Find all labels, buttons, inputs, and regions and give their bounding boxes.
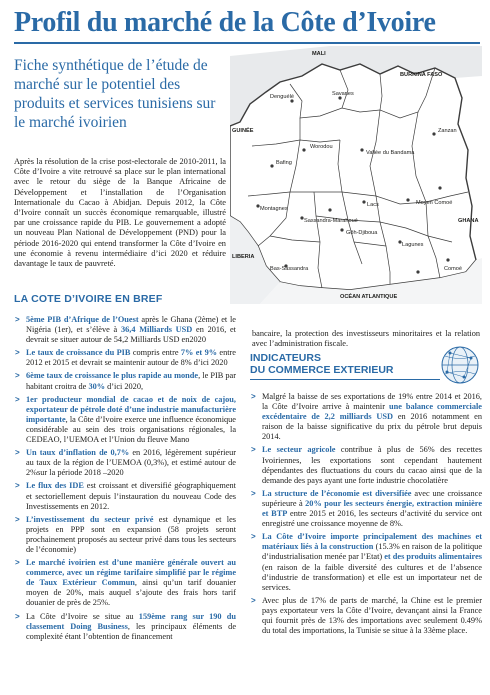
list-item: > La Côte d’Ivoire importe principalement des machines et matériaux liés à la construction (15.3% en raison de la politique d’industrialisation menée par l’Etat) et des produits alimentaires (en raison de la faible diversité des cultures et de l’absence d’industrie de transformation) et elle est un importateur net de services. [250,532,482,593]
label-goh: Gôh-Djiboua [346,230,378,236]
list-item: > Un taux d’inflation de 0,7% en 2016, légèrement supérieur au taux de la région de l’UEMOA (0,3%), et estimé autour de 2%sur la période 2018 –2020 [14,448,236,478]
globe-icon [438,343,482,387]
cote-divoire-map [230,46,482,304]
label-guinee: GUINÉE [232,128,254,134]
section-heading-indicateurs [250,352,394,376]
label-liberia: LIBERIA [232,254,255,260]
page-title: Profil du marché de la Côte d’Ivoire [14,7,436,38]
heading-line: INDICATEURS [250,352,321,364]
list-item: > 1er producteur mondial de cacao et de noix de cajou, exportateur de pétrole doté d’une industrie manufacturière importante, la Côte d’Ivoire exerce une influence économique considérable au sein des trois organisations régionales, la CEDEAO, l’UEMOA et l’Union du fleuve Mano [14,395,236,445]
label-sassandra: Sassandra-Marahoué [304,218,358,224]
label-lacs: Lacs [367,202,379,208]
label-mali: MALI [312,51,326,57]
en-bref-list [14,315,236,645]
label-ghana: GHANA [458,218,479,224]
label-zanzan: Zanzan [438,128,457,134]
indicateurs-list [250,392,482,639]
column-continuation: bancaire, la protection des investisseurs minoritaires et la relation avec l’administration fiscale. [252,329,480,349]
label-ocean: OCÉAN ATLANTIQUE [340,294,398,300]
label-savanes: Savanes [332,91,354,97]
heading-line: DU COMMERCE EXTERIEUR [250,364,394,376]
list-item: > Le taux de croissance du PIB compris entre 7% et 9% entre 2012 et 2015 et devrait se maintenir autour de 8% d’ici 2020 [14,348,236,368]
label-lagunes: Lagunes [402,242,424,248]
intro-paragraph: Après la résolution de la crise post-electorale de 2010-2011, la Côte d’Ivoire a vite retrouvé sa place sur le plan international avec le retour du siège de la Banque Africaine de Développement et l’installation de l’Organisation Internationale du Cacao à Abidjan. Depuis 2012, la Côte d’Ivoire connaît un succès économique remarquable, illustré par une croissance rapide du PIB. Le gouvernement a adopté un nouveau Plan National de Développement (PND) pour la période 2016-2020 qui entend transformer la Côte d’Ivoire en une économie à revenu intermédiaire d’ici 2020 et réduire davantage le taux de pauvreté. [14,157,226,269]
label-montagnes: Montagnes [260,206,288,212]
label-burkina: BURKINA FASO [400,72,443,78]
list-item: > Avec plus de 17% de parts de marché, la Chine est le premier pays exportateur vers la Côte d’Ivoire, devançant ainsi la France qui fournit près de 13% des importations avec seulement 0.49% du total des importations, la Tunisie se situe à la 33ème place. [250,596,482,636]
list-item: > Malgré la baisse de ses exportations de 19% entre 2014 et 2016, la Côte d’Ivoire arrive à maintenir une balance commerciale excédentaire de 2,2 milliards USD en 2016 notamment en raison de la baisse significative du prix du pétrole brut depuis 2014. [250,392,482,442]
label-worodou: Worodou [310,144,333,150]
subtitle: Fiche synthétique de l’étude de marché sur le potentiel des produits et services tunisiens sur le marché ivoirien [14,57,216,131]
title-divider [14,42,480,44]
heading-divider [250,379,440,380]
list-item: > 6ème taux de croissance le plus rapide au monde, le PIB par habitant croitra de 30% d’ici 2020, [14,371,236,391]
label-vallee: Vallée du Bandama [366,150,415,156]
list-item: > 5ème PIB d’Afrique de l’Ouest après le Ghana (2ème) et le Nigéria (1er), et s’élève à 36,4 Milliards USD en 2016, et devrait se situer autour de 54,2 Milliards USD en2020 [14,315,236,345]
list-item: > L’investissement du secteur privé est dynamique et les projets en PPP sont en expansion (58 projets seront prochainement proposés au secteur privé dans tous les secteurs de l’économie) [14,515,236,555]
list-item: > Le secteur agricole contribue à plus de 56% des recettes Ivoiriennes, les exportations sont cependant hautement dépendantes des fluctuations du cours du cacao ainsi que de la demande des pays ayant une forte industrie chocolatière [250,445,482,485]
label-bafing: Bafing [276,160,292,166]
section-heading-en-bref: LA COTE D’IVOIRE EN BREF [14,293,163,305]
label-denguele: Denguélé [270,94,294,100]
list-item: > La Côte d’Ivoire se situe au 159ème rang sur 190 du classement Doing Business, les principaux éléments de complexité étant l’obtention de financement [14,612,236,642]
label-comoe: Comoé [444,266,463,272]
list-item: > La structure de l’économie est diversifiée avec une croissance supérieure à 20% pour les secteurs énergie, extraction minière et BTP entre 2015 et 2016, les secteurs d’activité du service ont enregistré une croissance moyenne de 8%. [250,489,482,529]
label-bas-sassandra: Bas-Sassandra [270,266,309,272]
list-item: > Le flux des IDE est croissant et diversifié géographiquement et sectoriellement depuis l’instauration du nouveau Code des Investissements en 2012. [14,481,236,511]
list-item: > Le marché ivoirien est d’une manière générale ouvert au commerce, avec un régime tarifaire simplifié par le régime de Taux Extérieur Commun, ainsi qu’un tarif douanier moyen de 20%, mais auquel s’ajoute des frais hors tarif douanier de près de 25%. [14,558,236,608]
label-moyen-comoe: Moyen Comoé [416,200,453,206]
